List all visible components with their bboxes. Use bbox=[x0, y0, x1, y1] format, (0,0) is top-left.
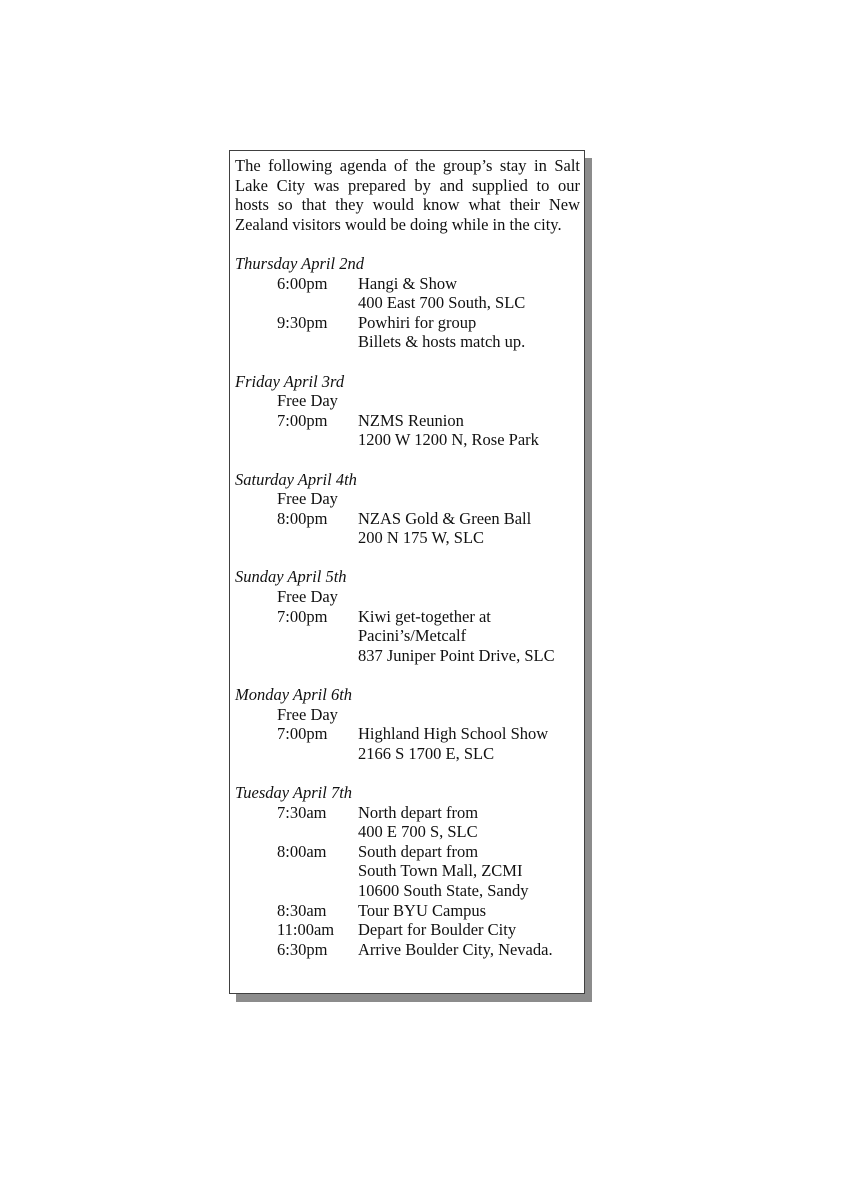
intro-line: Zealand visitors would be doing while in the city. bbox=[235, 214, 562, 234]
entry-detail-line: Billets & hosts match up. bbox=[358, 332, 526, 352]
entry-time: Free Day bbox=[277, 391, 338, 411]
entry-detail-line: Powhiri for group bbox=[358, 312, 477, 332]
agenda-days bbox=[235, 254, 580, 959]
agenda-entry bbox=[235, 587, 580, 607]
intro-line: The following agenda of the group’s stay in Salt bbox=[235, 156, 580, 175]
agenda-entry bbox=[235, 901, 580, 921]
agenda-entry bbox=[235, 391, 580, 411]
agenda-entry bbox=[235, 940, 580, 960]
entry-detail-line: 2166 S 1700 E, SLC bbox=[358, 743, 495, 763]
entry-time: 7:00pm bbox=[277, 724, 328, 744]
day-section bbox=[235, 783, 580, 959]
agenda-entry bbox=[235, 489, 580, 509]
entry-detail-line: 400 E 700 S, SLC bbox=[358, 822, 478, 842]
day-title: Thursday April 2nd bbox=[235, 253, 364, 273]
entry-detail-line: NZMS Reunion bbox=[358, 410, 464, 430]
entry-time: 8:30am bbox=[277, 900, 327, 920]
day-section bbox=[235, 372, 580, 450]
intro-line: hosts so that they would know what their New bbox=[235, 195, 580, 215]
agenda-entry bbox=[235, 313, 580, 352]
entry-detail-line: Pacini’s/Metcalf bbox=[358, 626, 467, 646]
entry-time: Free Day bbox=[277, 489, 338, 509]
entry-detail-line: South Town Mall, ZCMI bbox=[358, 861, 523, 881]
day-section bbox=[235, 254, 580, 352]
entry-detail-line: Depart for Boulder City bbox=[358, 920, 517, 940]
entry-details bbox=[358, 724, 580, 763]
day-section bbox=[235, 567, 580, 665]
intro-line: Lake City was prepared by and supplied to our bbox=[235, 175, 580, 195]
day-title: Sunday April 5th bbox=[235, 567, 347, 587]
entry-detail-line: 837 Juniper Point Drive, SLC bbox=[358, 645, 555, 665]
entry-details bbox=[358, 803, 580, 842]
agenda-entry bbox=[235, 411, 580, 450]
entry-detail-line: Arrive Boulder City, Nevada. bbox=[358, 939, 553, 959]
entry-details bbox=[358, 411, 580, 450]
day-section bbox=[235, 685, 580, 763]
entry-time: 7:30am bbox=[277, 802, 327, 822]
agenda-entry bbox=[235, 274, 580, 313]
agenda-entry bbox=[235, 803, 580, 842]
agenda-entry bbox=[235, 724, 580, 763]
agenda-entry bbox=[235, 920, 580, 940]
entry-time: 8:00am bbox=[277, 841, 327, 861]
day-title: Saturday April 4th bbox=[235, 469, 357, 489]
agenda-entry bbox=[235, 705, 580, 725]
agenda-entry bbox=[235, 607, 580, 666]
entry-detail-line: Highland High School Show bbox=[358, 724, 549, 744]
entry-details bbox=[358, 587, 580, 607]
entry-detail-line: South depart from bbox=[358, 841, 479, 861]
entry-time: 9:30pm bbox=[277, 312, 328, 332]
entry-detail-line: 10600 South State, Sandy bbox=[358, 880, 529, 900]
agenda-document bbox=[229, 150, 585, 994]
entry-details bbox=[358, 901, 580, 921]
entry-details bbox=[358, 842, 580, 901]
entry-details bbox=[358, 509, 580, 548]
entry-time: Free Day bbox=[277, 587, 338, 607]
agenda-entry bbox=[235, 509, 580, 548]
entry-details bbox=[358, 391, 580, 411]
entry-detail-line: Tour BYU Campus bbox=[358, 900, 487, 920]
entry-time: 8:00pm bbox=[277, 508, 328, 528]
entry-time: Free Day bbox=[277, 704, 338, 724]
entry-detail-line: North depart from bbox=[358, 802, 479, 822]
entry-details bbox=[358, 489, 580, 509]
intro-paragraph bbox=[235, 156, 580, 234]
entry-details bbox=[358, 940, 580, 960]
entry-time: 7:00pm bbox=[277, 606, 328, 626]
day-title: Tuesday April 7th bbox=[235, 783, 353, 802]
entry-detail-line: Hangi & Show bbox=[358, 273, 457, 293]
day-section bbox=[235, 470, 580, 548]
entry-detail-line: 200 N 175 W, SLC bbox=[358, 528, 485, 548]
entry-time: 6:30pm bbox=[277, 939, 328, 959]
entry-details bbox=[358, 607, 580, 666]
entry-details bbox=[358, 313, 580, 352]
day-title: Monday April 6th bbox=[235, 685, 353, 705]
entry-details bbox=[358, 920, 580, 940]
entry-time: 11:00am bbox=[277, 920, 335, 940]
entry-detail-line: NZAS Gold & Green Ball bbox=[358, 508, 532, 528]
day-title: Friday April 3rd bbox=[235, 371, 345, 391]
entry-time: 6:00pm bbox=[277, 273, 328, 293]
entry-details bbox=[358, 274, 580, 313]
entry-detail-line: 1200 W 1200 N, Rose Park bbox=[358, 430, 539, 450]
entry-details bbox=[358, 705, 580, 725]
entry-time: 7:00pm bbox=[277, 410, 328, 430]
entry-detail-line: Kiwi get-together at bbox=[358, 606, 491, 626]
entry-detail-line: 400 East 700 South, SLC bbox=[358, 293, 526, 313]
agenda-entry bbox=[235, 842, 580, 901]
